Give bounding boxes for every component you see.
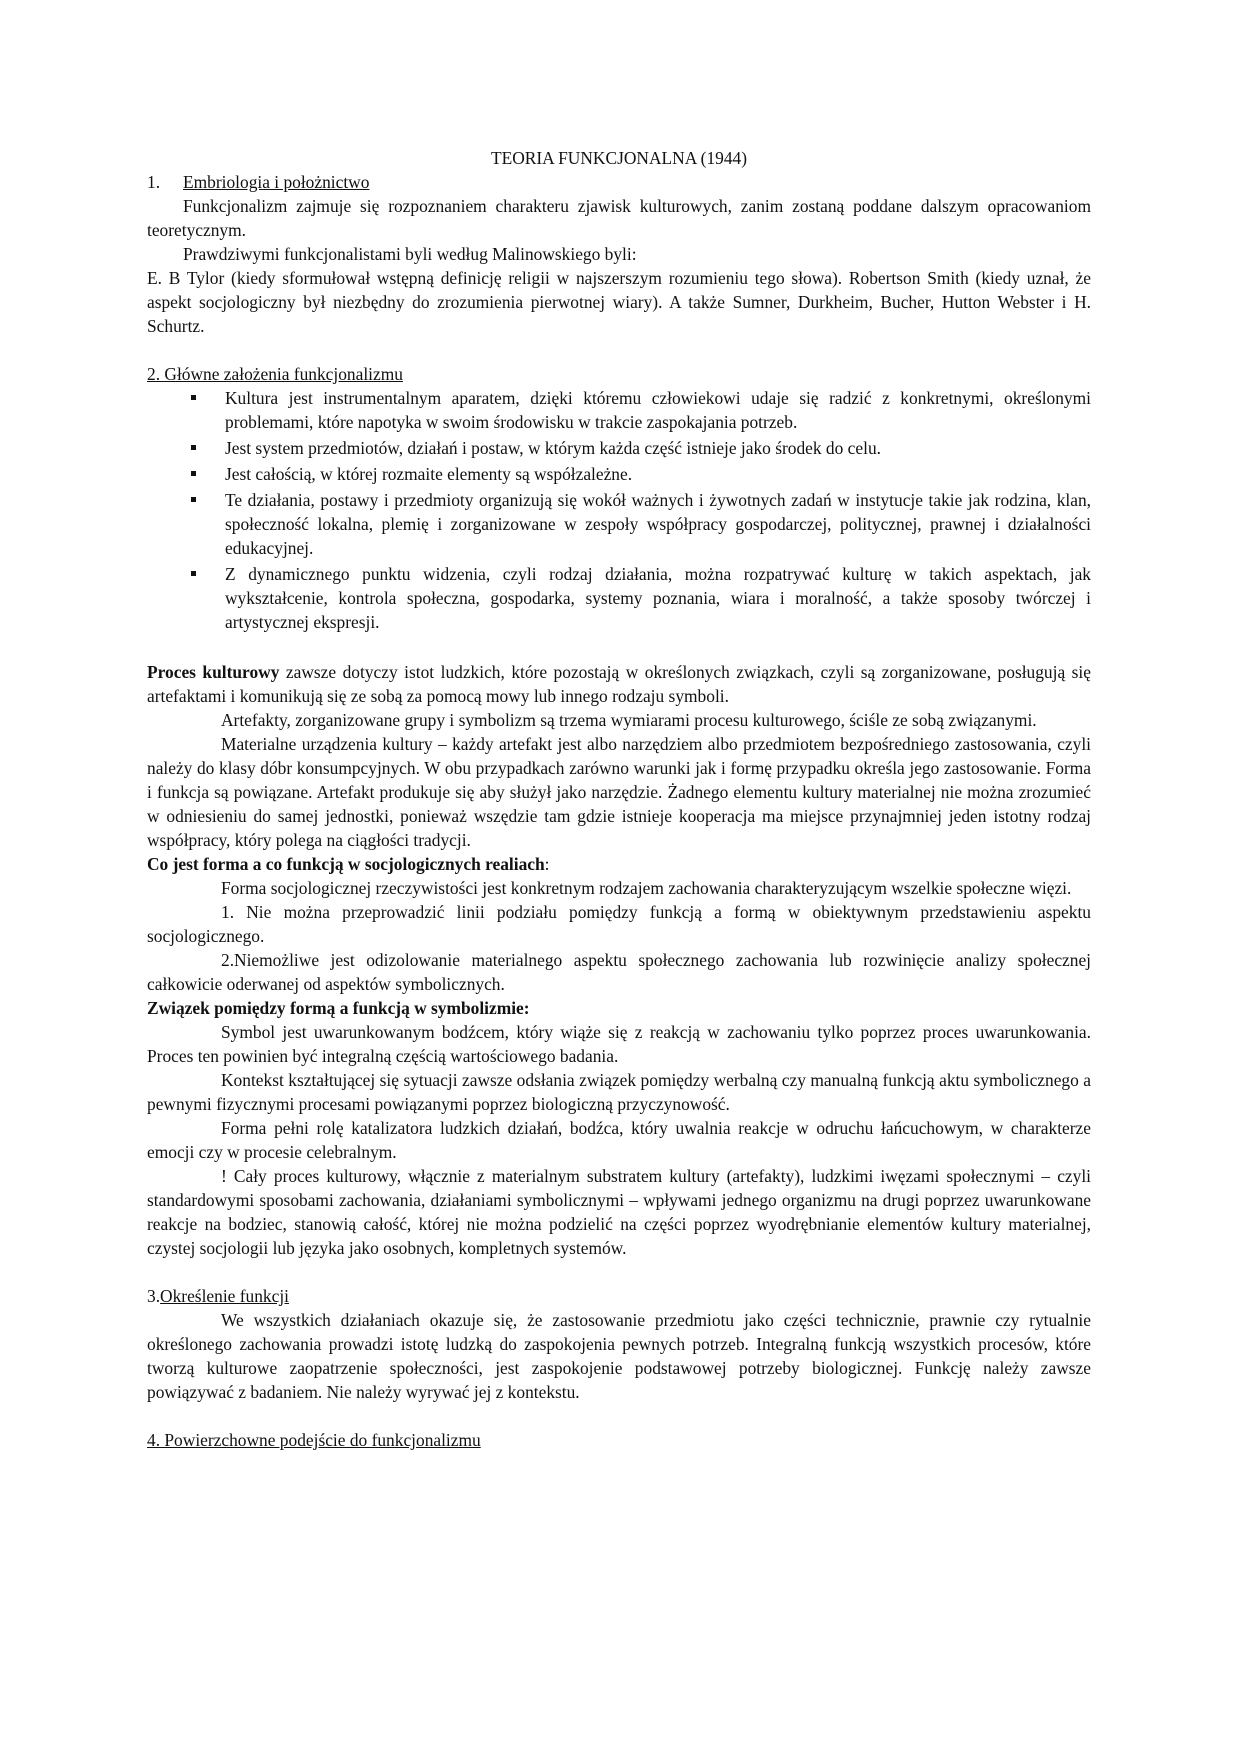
document-body bbox=[147, 146, 1091, 1452]
bullet-text: Kultura jest instrumentalnym aparatem, dzięki któremu człowiekowi udaje się radzić z konkretnymi, określonymi problemami, które napotyka w swoim środowisku w trakcie zaspokajania potrzeb. bbox=[225, 388, 1091, 432]
bullet-square-icon bbox=[191, 497, 196, 502]
section-3-number: 3. bbox=[147, 1286, 161, 1306]
section-3-heading-line bbox=[147, 1284, 1091, 1308]
section-3-paragraph: We wszystkich działaniach okazuje się, że zastosowanie przedmiotu jako części technicznie, prawnie czy rytualnie określonego zachowania prowadzi istotę ludzką do zaspokojenia pewnych potrzeb. Integralną funkcją wszystkich procesów, które tworzą kulturowe zaopatrzenie społeczności, jest zaspokojenie podstawowej potrzeby biologicznej. Funkcję należy zawsze powiązywać z badaniem. Nie należy wyrywać jej z kontekstu. bbox=[147, 1310, 1091, 1402]
spacer bbox=[147, 338, 1091, 362]
symbol-paragraph: Symbol jest uwarunkowanym bodźcem, który wiąże się z reakcją w zachowaniu tylko poprzez proces uwarunkowania. Proces ten powinien być integralną częścią wartościowego badania. bbox=[147, 1022, 1091, 1066]
question-1-line bbox=[147, 852, 1091, 876]
bullet-item bbox=[225, 562, 1091, 634]
process-paragraph bbox=[147, 660, 1091, 708]
question-1: Co jest forma a co funkcją w socjologicznych realiach bbox=[147, 854, 545, 874]
whole-process-paragraph: ! Cały proces kulturowy, włącznie z materialnym substratem kultury (artefakty), ludzkimi iwęzami społecznymi – czyli standardowymi sposobami zachowania, działaniami symbolicznymi – wpływami jednego organizmu na drugi poprzez uwarunkowane reakcje na bodziec, stanowią całość, której nie można podzielić na części poprzez wyodrębnianie elementów kultury materialnej, czystej socjologii lub języka jako osobnych, kompletnych systemów. bbox=[147, 1166, 1091, 1258]
section-3-heading: Określenie funkcji bbox=[160, 1286, 289, 1306]
section-1-heading-line bbox=[147, 170, 1091, 194]
spacer bbox=[147, 1404, 1091, 1428]
bullet-text: Jest system przedmiotów, działań i postaw, w którym każda część istnieje jako środek do celu. bbox=[225, 438, 881, 458]
bullet-item bbox=[225, 488, 1091, 560]
spacer bbox=[147, 1260, 1091, 1284]
section-1-paragraph-2: Prawdziwymi funkcjonalistami byli według Malinowskiego byli: bbox=[183, 244, 637, 264]
process-text: zawsze dotyczy istot ludzkich, które pozostają w określonych związkach, czyli są zorganizowane, posługują się artefaktami i komunikują się ze sobą za pomocą mowy lub innego rodzaju symboli. bbox=[147, 662, 1091, 706]
section-1-number: 1. bbox=[147, 172, 161, 192]
section-2-heading: 2. Główne założenia funkcjonalizmu bbox=[147, 364, 403, 384]
bullet-item bbox=[225, 436, 1091, 460]
bullet-item bbox=[225, 462, 1091, 486]
bullet-square-icon bbox=[191, 571, 196, 576]
section-4-heading: 4. Powierzchowne podejście do funkcjonalizmu bbox=[147, 1430, 481, 1450]
bullet-square-icon bbox=[191, 395, 196, 400]
point-2-paragraph: 2.Niemożliwe jest odizolowanie materialnego aspektu społecznego zachowania lub rozwinięcie analizy społecznej całkowicie oderwanej od aspektów symbolicznych. bbox=[147, 950, 1091, 994]
bullet-square-icon bbox=[191, 445, 196, 450]
section-1-paragraph-3: E. B Tylor (kiedy sformułował wstępną definicję religii w najszerszym rozumieniu tego słowa). Robertson Smith (kiedy uznał, że aspekt socjologiczny był niezbędny do zrozumienia pierwotnej wiary). A także Sumner, Durkheim, Bucher, Hutton Webster i H. Schurtz. bbox=[147, 268, 1091, 336]
document-title: TEORIA FUNKCJONALNA (1944) bbox=[490, 148, 748, 168]
bullet-text: Te działania, postawy i przedmioty organizują się wokół ważnych i żywotnych zadań w instytucje takie jak rodzina, klan, społeczność lokalna, plemię i zorganizowane w zespoły współpracy gospodarczej, politycznej, prawnej i działalności edukacyjnej. bbox=[225, 490, 1091, 558]
bullet-text: Z dynamicznego punktu widzenia, czyli rodzaj działania, można rozpatrywać kulturę w takich aspektach, jak wykształcenie, kontrola społeczna, gospodarka, systemy poznania, wiara i moralność, a także sposoby twórczej i artystycznej ekspresji. bbox=[225, 564, 1091, 632]
bullet-text: Jest całością, w której rozmaite elementy są współzależne. bbox=[225, 464, 633, 484]
section-2-bullet-list bbox=[147, 386, 1091, 634]
bullet-item bbox=[225, 386, 1091, 434]
point-1-paragraph: 1. Nie można przeprowadzić linii podziału pomiędzy funkcją a formą w obiektywnym przedstawieniu aspektu socjologicznego. bbox=[147, 902, 1091, 946]
bullet-square-icon bbox=[191, 471, 196, 476]
spacer bbox=[147, 636, 1091, 660]
question-1-colon: : bbox=[544, 854, 550, 874]
context-paragraph: Kontekst kształtującej się sytuacji zawsze odsłania związek pomiędzy werbalną czy manualną funkcją aktu symbolicznego a pewnymi fizycznymi procesami powiązanymi poprzez biologiczną przyczynowość. bbox=[147, 1070, 1091, 1114]
section-1-paragraph-1: Funkcjonalizm zajmuje się rozpoznaniem charakteru zjawisk kulturowych, zanim zostaną poddane dalszym opracowaniom teoretycznym. bbox=[147, 196, 1091, 240]
form-paragraph: Forma socjologicznej rzeczywistości jest konkretnym rodzajem zachowania charakteryzującym wszelkie społeczne więzi. bbox=[221, 878, 1072, 898]
material-paragraph: Materialne urządzenia kultury – każdy artefakt jest albo narzędziem albo przedmiotem bezpośredniego zastosowania, czyli należy do klasy dóbr konsumpcyjnych. W obu przypadkach zarówno warunki jak i formę przypadku określa jego zastosowanie. Forma i funkcja są powiązane. Artefakt produkuje się aby służył jako narzędzie. Żadnego elementu kultury materialnej nie można zrozumieć w odniesieniu do samej jednostki, ponieważ wszędzie tam gdzie istnieje kooperacja ma miejsce przynajmniej jeden istotny rodzaj współpracy, który polega na ciągłości tradycji. bbox=[147, 734, 1091, 850]
artefacts-paragraph: Artefakty, zorganizowane grupy i symbolizm są trzema wymiarami procesu kulturowego, ściśle ze sobą związanymi. bbox=[221, 710, 1037, 730]
question-2: Związek pomiędzy formą a funkcją w symbolizmie: bbox=[147, 998, 530, 1018]
form-role-paragraph: Forma pełni rolę katalizatora ludzkich działań, bodźca, który uwalnia reakcje w odruchu łańcuchowym, w charakterze emocji czy w procesie celebralnym. bbox=[147, 1118, 1091, 1162]
process-term: Proces kulturowy bbox=[147, 662, 280, 682]
section-1-heading: Embriologia i położnictwo bbox=[183, 172, 370, 192]
